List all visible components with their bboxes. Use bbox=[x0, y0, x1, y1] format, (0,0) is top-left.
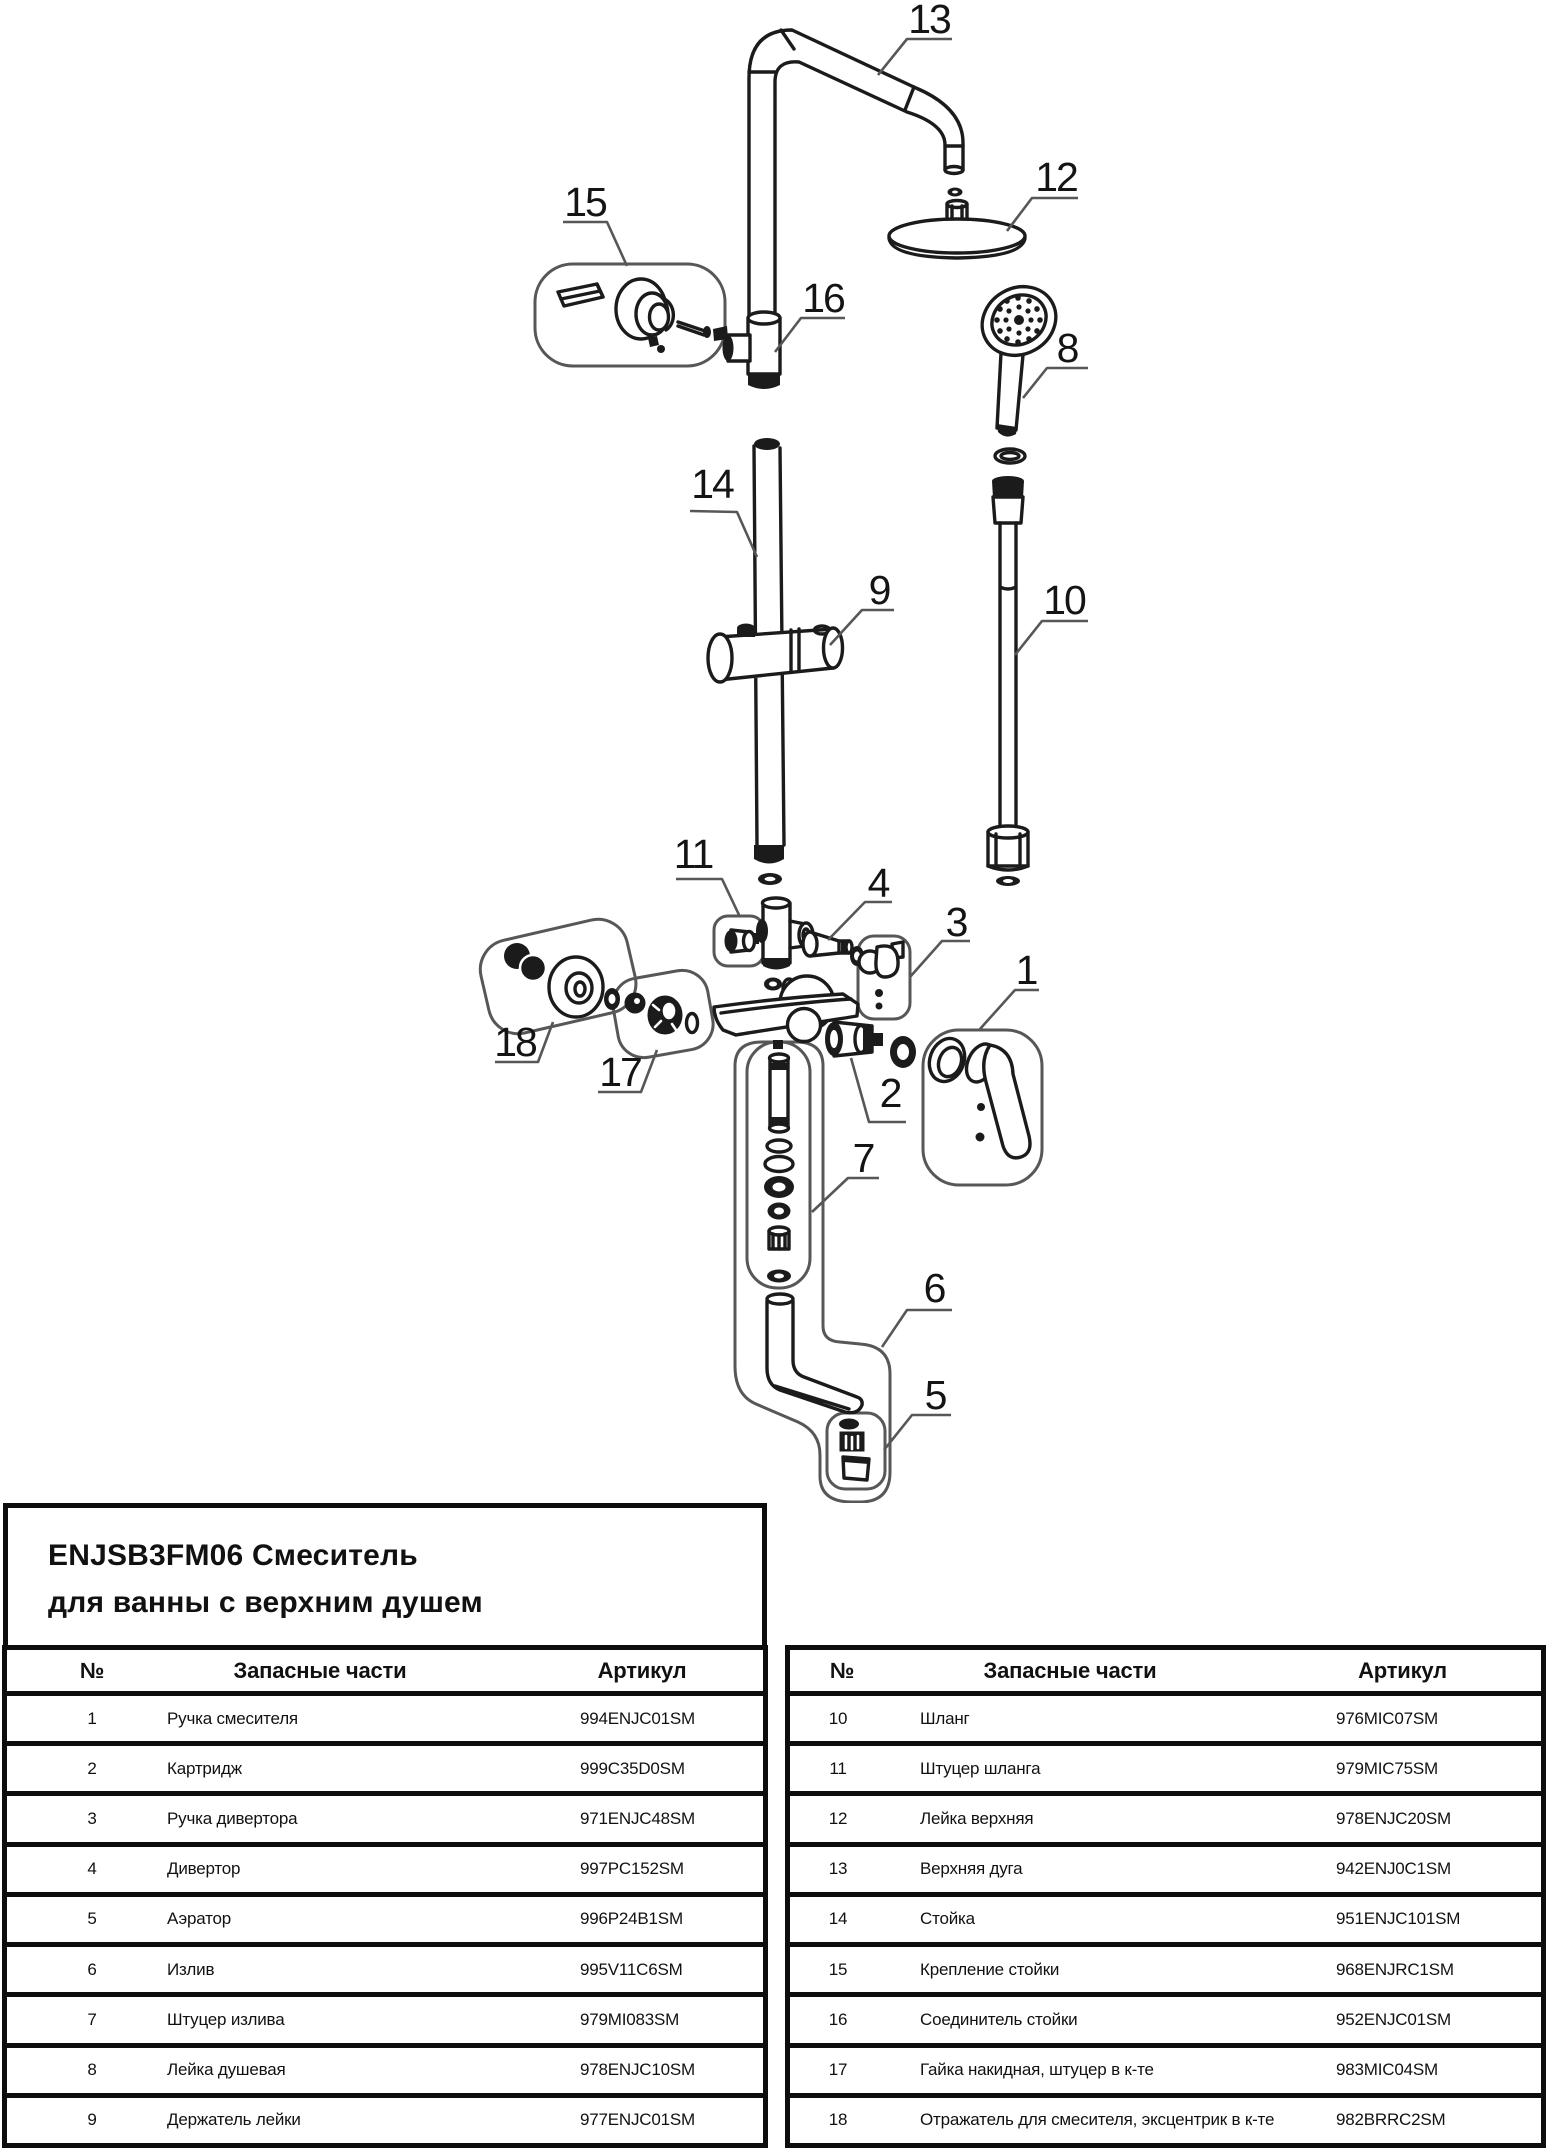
leader-14 bbox=[690, 511, 757, 557]
part-number: 2 bbox=[87, 1758, 97, 1778]
part-article: 995V11C6SM bbox=[580, 1959, 683, 1979]
part-name: Штуцер шланга bbox=[920, 1758, 1041, 1778]
leader-16 bbox=[775, 318, 845, 352]
part-name: Ручка дивертора bbox=[167, 1809, 298, 1829]
part-article: 979MI083SM bbox=[580, 2009, 680, 2029]
part-pole-connector bbox=[713, 312, 780, 389]
part-number: 4 bbox=[87, 1859, 97, 1879]
part-name: Лейка душевая bbox=[167, 2060, 286, 2080]
part-name: Соединитель стойки bbox=[920, 2009, 1078, 2029]
callout-label-17: 17 bbox=[599, 1049, 641, 1095]
part-name: Ручка смесителя bbox=[167, 1708, 298, 1728]
part-number: 9 bbox=[87, 2110, 97, 2130]
callout-label-11: 11 bbox=[673, 831, 713, 877]
part-overhead-shower bbox=[889, 188, 1025, 259]
part-article: 982BRRC2SM bbox=[1336, 2110, 1446, 2130]
part-number: 10 bbox=[828, 1708, 848, 1728]
part-article: 952ENJC01SM bbox=[1336, 2009, 1451, 2029]
part-hose bbox=[988, 476, 1028, 886]
part-name: Гайка накидная, штуцер в к-те bbox=[920, 2060, 1154, 2080]
part-name: Верхняя дуга bbox=[920, 1859, 1023, 1879]
part-spout bbox=[767, 1294, 862, 1413]
part-article: 971ENJC48SM bbox=[580, 1809, 695, 1829]
callout-label-13: 13 bbox=[908, 0, 950, 42]
part-name: Лейка верхняя bbox=[920, 1809, 1034, 1829]
part-article: 983MIC04SM bbox=[1336, 2060, 1438, 2080]
table-row bbox=[7, 1796, 763, 1846]
header-parts: Запасные части bbox=[233, 1657, 407, 1683]
table-row bbox=[7, 1746, 763, 1796]
table-row bbox=[7, 1696, 763, 1746]
leader-4 bbox=[828, 902, 892, 940]
part-name: Излив bbox=[167, 1959, 215, 1979]
part-number: 6 bbox=[87, 1959, 97, 1979]
part-article: 977ENJC01SM bbox=[580, 2110, 695, 2130]
part-name: Дивертор bbox=[167, 1859, 241, 1879]
table-row bbox=[790, 2098, 1541, 2143]
table-row bbox=[7, 1947, 763, 1997]
callout-label-10: 10 bbox=[1043, 577, 1085, 623]
part-number: 8 bbox=[87, 2060, 97, 2080]
part-union-nut bbox=[625, 993, 698, 1034]
table-row bbox=[7, 2098, 763, 2143]
part-number: 1 bbox=[87, 1708, 97, 1728]
leader-11 bbox=[676, 879, 740, 917]
table-header bbox=[7, 1650, 763, 1696]
parts-table-right bbox=[785, 1645, 1546, 2148]
table-row bbox=[790, 1847, 1541, 1897]
callout-label-3: 3 bbox=[945, 899, 967, 945]
part-article: 976MIC07SM bbox=[1336, 1708, 1438, 1728]
part-article: 997PC152SM bbox=[580, 1859, 684, 1879]
part-article: 951ENJC101SM bbox=[1336, 1909, 1461, 1929]
leader-1 bbox=[980, 990, 1039, 1029]
callout-label-9: 9 bbox=[868, 567, 890, 613]
table-row bbox=[7, 1847, 763, 1897]
part-slider-holder bbox=[708, 624, 843, 683]
callout-box-7 bbox=[747, 1042, 810, 1288]
part-hose-nipple bbox=[725, 930, 760, 952]
part-number: 5 bbox=[87, 1909, 97, 1929]
callout-labels bbox=[494, 0, 1086, 1418]
callout-label-6: 6 bbox=[923, 1265, 945, 1311]
part-article: 979MIC75SM bbox=[1336, 1758, 1438, 1778]
table-row bbox=[790, 1997, 1541, 2047]
part-number: 13 bbox=[828, 1859, 848, 1879]
leader-6 bbox=[882, 1310, 952, 1347]
part-article: 978ENJC10SM bbox=[580, 2060, 695, 2080]
part-number: 17 bbox=[828, 2060, 848, 2080]
part-upper-arc bbox=[749, 30, 963, 315]
part-article: 942ENJ0C1SM bbox=[1336, 1859, 1451, 1879]
part-number: 3 bbox=[87, 1809, 97, 1829]
callout-label-8: 8 bbox=[1056, 325, 1078, 371]
callout-label-18: 18 bbox=[494, 1019, 536, 1065]
product-title-line2: для ванны с верхним душем bbox=[48, 1586, 483, 1619]
leader-8 bbox=[1023, 368, 1088, 398]
part-mixer-handle bbox=[924, 1034, 1030, 1158]
part-number: 18 bbox=[828, 2110, 848, 2130]
callout-boxes bbox=[474, 264, 1042, 1502]
header-num: № bbox=[829, 1657, 855, 1683]
part-name: Держатель лейки bbox=[167, 2110, 301, 2130]
part-divertor bbox=[803, 932, 864, 966]
callout-label-4: 4 bbox=[867, 860, 889, 906]
parts-table-left bbox=[2, 1645, 768, 2148]
part-wall-bracket bbox=[558, 279, 711, 353]
table-row bbox=[7, 1897, 763, 1947]
table-row bbox=[7, 1997, 763, 2047]
callout-label-5: 5 bbox=[924, 1372, 946, 1418]
header-num: № bbox=[79, 1657, 105, 1683]
callout-label-16: 16 bbox=[802, 275, 844, 321]
part-name: Шланг bbox=[920, 1708, 970, 1728]
part-reflector-eccentric bbox=[504, 943, 620, 1017]
part-name: Штуцер излива bbox=[167, 2009, 285, 2029]
table-row bbox=[790, 1897, 1541, 1947]
part-article: 968ENJRC1SM bbox=[1336, 1959, 1454, 1979]
part-article: 996P24B1SM bbox=[580, 1909, 683, 1929]
table-row bbox=[790, 1947, 1541, 1997]
part-number: 16 bbox=[828, 2009, 848, 2029]
part-number: 11 bbox=[829, 1758, 847, 1778]
part-number: 7 bbox=[87, 2009, 97, 2029]
part-number: 14 bbox=[828, 1909, 848, 1929]
part-spout-nipple-stack bbox=[764, 1040, 794, 1283]
part-article: 978ENJC20SM bbox=[1336, 1809, 1451, 1829]
table-row bbox=[790, 1746, 1541, 1796]
table-row bbox=[7, 2048, 763, 2098]
callout-label-7: 7 bbox=[852, 1135, 874, 1181]
part-number: 15 bbox=[828, 1959, 848, 1979]
leader-15 bbox=[563, 222, 627, 266]
callout-label-2: 2 bbox=[879, 1070, 901, 1116]
callout-label-1: 1 bbox=[1015, 947, 1037, 993]
part-article: 999C35D0SM bbox=[580, 1758, 685, 1778]
leader-5 bbox=[884, 1415, 951, 1450]
table-row bbox=[790, 1696, 1541, 1746]
header-article: Артикул bbox=[1358, 1657, 1447, 1683]
leader-13 bbox=[878, 39, 952, 75]
title-box bbox=[3, 1503, 767, 1645]
part-aerator bbox=[839, 1419, 869, 1481]
part-number: 12 bbox=[828, 1809, 848, 1829]
header-article: Артикул bbox=[597, 1657, 687, 1683]
part-name: Стойка bbox=[920, 1909, 975, 1929]
table-row bbox=[790, 2048, 1541, 2098]
part-divertor-handle bbox=[859, 942, 903, 1010]
table-header bbox=[790, 1650, 1541, 1696]
callout-label-15: 15 bbox=[564, 179, 606, 225]
part-name: Отражатель для смесителя, эксцентрик в к-те bbox=[920, 2110, 1275, 2130]
part-name: Крепление стойки bbox=[920, 1959, 1060, 1979]
leader-10 bbox=[1015, 621, 1088, 655]
product-title-line1: ENJSB3FM06 Смеситель bbox=[48, 1539, 418, 1572]
table-row bbox=[790, 1796, 1541, 1846]
callout-label-12: 12 bbox=[1035, 154, 1077, 200]
part-name: Картридж bbox=[167, 1758, 242, 1778]
part-cartridge bbox=[825, 1022, 916, 1068]
callout-label-14: 14 bbox=[691, 461, 733, 507]
header-parts: Запасные части bbox=[983, 1657, 1157, 1683]
leader-12 bbox=[1007, 198, 1078, 231]
part-article: 994ENJC01SM bbox=[580, 1708, 695, 1728]
leader-3 bbox=[910, 941, 970, 977]
part-name: Аэратор bbox=[167, 1909, 232, 1929]
